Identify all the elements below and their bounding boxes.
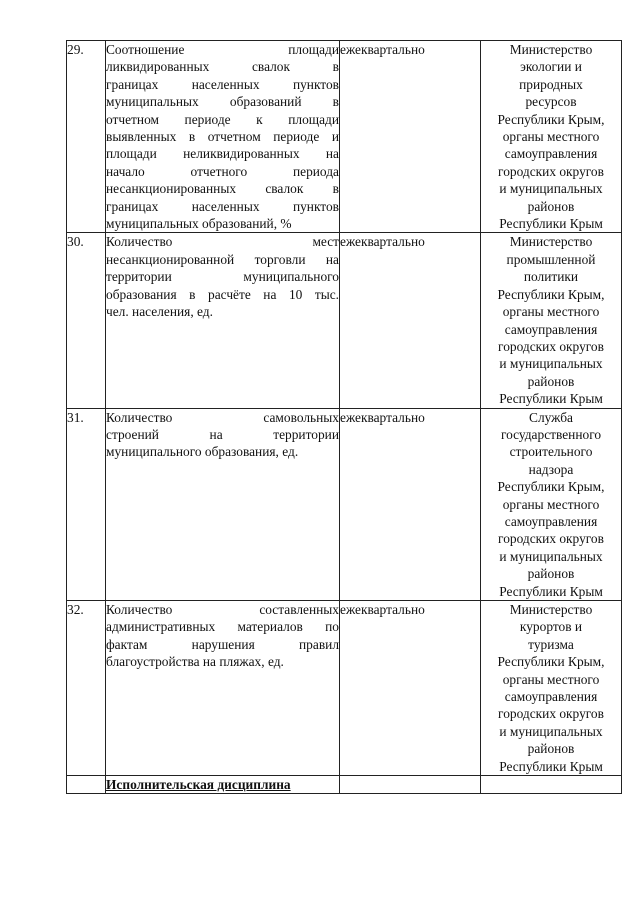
indicator-name-line: образования в расчёте на 10 тыс.	[106, 286, 339, 302]
indicators-table	[66, 40, 622, 794]
responsible-body-line: городских округов	[498, 338, 604, 354]
responsible-body	[481, 41, 622, 233]
responsible-body-line: самоуправления	[504, 513, 598, 529]
indicator-name	[106, 408, 340, 600]
table-row	[67, 233, 622, 408]
section-row	[67, 776, 622, 794]
responsible-body-line: и муниципальных	[499, 723, 603, 739]
indicator-name	[106, 41, 340, 233]
responsible-body-line: самоуправления	[504, 146, 598, 162]
responsible-body-line: курортов и	[519, 619, 583, 635]
indicator-name-line: муниципальных образований в	[106, 94, 339, 110]
indicator-name-line: муниципального образования, ед.	[106, 444, 299, 460]
indicator-name	[106, 233, 340, 408]
indicator-name-line: муниципальных образований, %	[106, 216, 292, 232]
indicator-name-line: площади неликвидированных на	[106, 146, 339, 162]
responsible-body-line: самоуправления	[504, 321, 598, 337]
table-row	[67, 408, 622, 600]
responsible-body-line: городских округов	[498, 531, 604, 547]
responsible-body-line: Республики Крым	[499, 216, 603, 232]
section-period-cell	[340, 776, 481, 794]
responsible-body-line: Служба	[529, 409, 573, 425]
responsible-body-line: Республики Крым,	[497, 479, 605, 495]
responsible-body-line: органы местного	[502, 671, 600, 687]
row-number: 32.	[67, 601, 106, 776]
indicator-name-line: Количество самовольных	[106, 409, 339, 425]
responsible-body-line: органы местного	[502, 129, 600, 145]
responsible-body-line: районов	[527, 566, 575, 582]
responsible-body-line: туризма	[528, 636, 574, 652]
indicator-name	[106, 601, 340, 776]
section-title: Исполнительская дисциплина	[106, 776, 340, 794]
table-row	[67, 601, 622, 776]
responsible-body-line: районов	[527, 198, 575, 214]
responsible-body-line: природных	[519, 76, 583, 92]
reporting-period: ежеквартально	[340, 41, 481, 233]
responsible-body-line: Республики Крым,	[497, 654, 605, 670]
indicator-name-line: начало отчетного периода	[106, 163, 339, 179]
indicator-name-line: благоустройства на пляжах, ед.	[106, 654, 284, 670]
responsible-body-line: и муниципальных	[499, 181, 603, 197]
indicator-name-line: Количество мест	[106, 234, 339, 250]
responsible-body-line: Республики Крым,	[497, 111, 605, 127]
responsible-body-line: Республики Крым	[499, 758, 603, 774]
responsible-body-line: ресурсов	[525, 94, 577, 110]
table-row	[67, 41, 622, 233]
indicator-name-line: Соотношение площади	[106, 42, 339, 57]
responsible-body-line: Республики Крым	[499, 583, 603, 599]
indicator-name-line: отчетном периоде к площади	[106, 111, 339, 127]
responsible-body-line: органы местного	[502, 304, 600, 320]
reporting-period: ежеквартально	[340, 233, 481, 408]
indicator-name-line: границах населенных пунктов	[106, 76, 339, 92]
indicator-name-line: чел. населения, ед.	[106, 304, 213, 320]
row-number: 29.	[67, 41, 106, 233]
indicator-name-line: несанкционированной торговли на	[106, 251, 339, 267]
reporting-period: ежеквартально	[340, 408, 481, 600]
responsible-body-line: надзора	[528, 461, 574, 477]
responsible-body-line: Республики Крым,	[497, 286, 605, 302]
indicator-name-line: границах населенных пунктов	[106, 198, 339, 214]
indicator-name-line: административных материалов по	[106, 619, 339, 635]
section-resp-cell	[481, 776, 622, 794]
responsible-body-line: строительного	[509, 444, 593, 460]
responsible-body	[481, 233, 622, 408]
responsible-body-line: Министерство	[509, 234, 593, 250]
indicator-name-line: Количество составленных	[106, 602, 339, 617]
responsible-body	[481, 601, 622, 776]
responsible-body-line: районов	[527, 373, 575, 389]
responsible-body-line: и муниципальных	[499, 356, 603, 372]
section-num-cell	[67, 776, 106, 794]
responsible-body-line: промышленной	[506, 251, 596, 267]
responsible-body-line: экологии и	[520, 59, 582, 75]
indicator-name-line: несанкционированных свалок в	[106, 181, 339, 197]
responsible-body-line: городских округов	[498, 163, 604, 179]
responsible-body-line: самоуправления	[504, 689, 598, 705]
responsible-body-line: и муниципальных	[499, 548, 603, 564]
reporting-period: ежеквартально	[340, 601, 481, 776]
indicator-name-line: территории муниципального	[106, 269, 339, 285]
responsible-body-line: Республики Крым	[499, 391, 603, 407]
row-number: 31.	[67, 408, 106, 600]
responsible-body-line: Министерство	[509, 42, 593, 57]
row-number: 30.	[67, 233, 106, 408]
indicator-name-line: выявленных в отчетном периоде и	[106, 129, 339, 145]
indicator-name-line: ликвидированных свалок в	[106, 59, 339, 75]
responsible-body-line: политики	[523, 269, 579, 285]
indicator-name-line: строений на территории	[106, 426, 339, 442]
responsible-body-line: государственного	[500, 426, 602, 442]
table-body	[67, 41, 622, 794]
responsible-body-line: Министерство	[509, 602, 593, 617]
indicator-name-line: фактам нарушения правил	[106, 636, 339, 652]
responsible-body	[481, 408, 622, 600]
responsible-body-line: районов	[527, 741, 575, 757]
responsible-body-line: органы местного	[502, 496, 600, 512]
responsible-body-line: городских округов	[498, 706, 604, 722]
